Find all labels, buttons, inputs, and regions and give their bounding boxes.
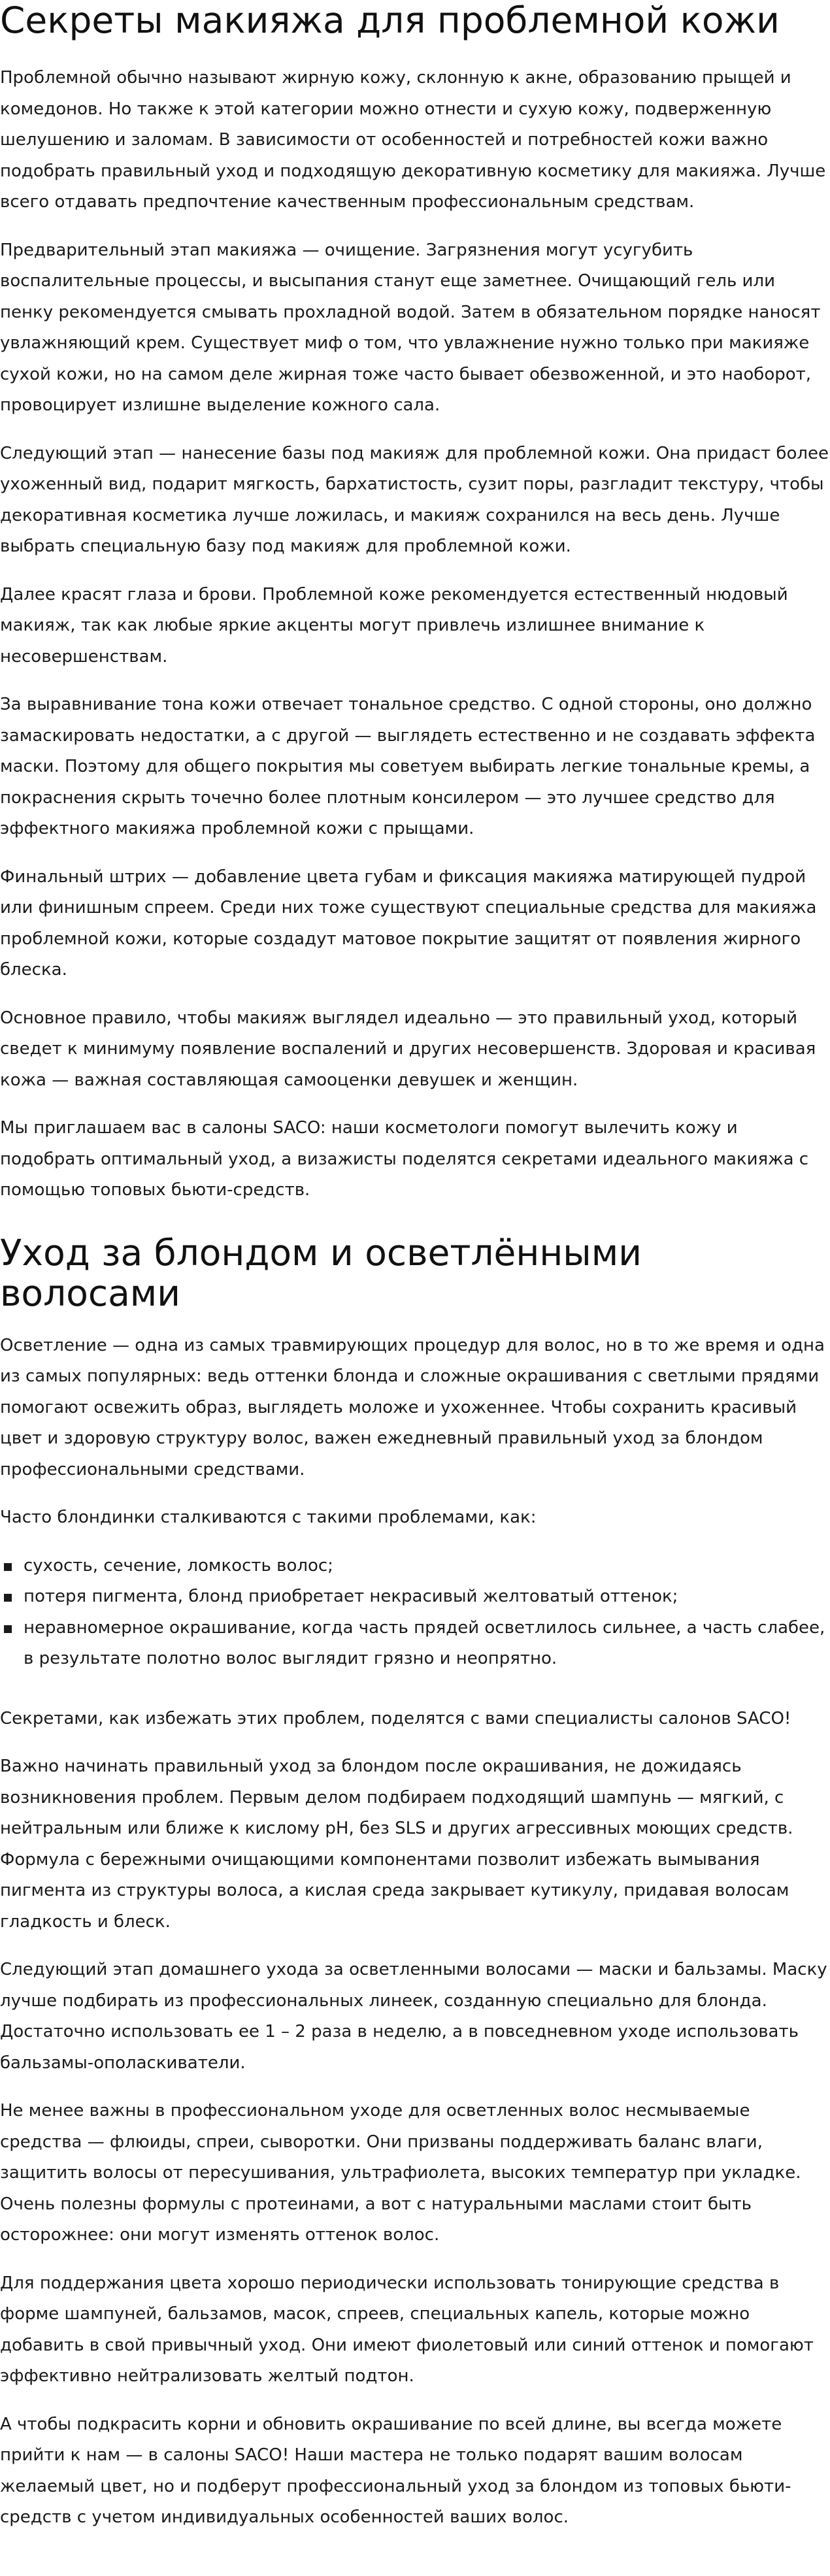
article-paragraph: Для поддержания цвета хорошо периодически использовать тонирующие средства в форме шампуней, бальзамов, масок, спреев, специальных капель, которые можно добавить в свой привычный уход. Они имеют фиолетовый или синий оттенок и помогают эффективно нейтрализовать желтый подтон. (0, 2273, 814, 2386)
list-item-text: неравномерное окрашивание, когда часть прядей осветлилось сильнее, а часть слабее, в результате полотно волос выглядит грязно и неопрятно. (24, 1617, 825, 1668)
article-paragraph: Проблемной обычно называют жирную кожу, склонную к акне, образованию прыщей и комедонов. Но также к этой категории можно отнести и сухую кожу, подверженную шелушению и заломам. В зависимости от особенностей и потребностей кожи важно подобрать правильный уход и подходящую декоративную косметику для макияжа. Лучше всего отдавать предпочтение качественным профессиональным средствам. (0, 68, 826, 212)
article-paragraph: Не менее важны в профессиональном уходе для осветленных волос несмываемые средства — флюиды, спреи, сыворотки. Они призваны поддерживать баланс влаги, защитить волосы от пересушивания, ультрафиолета, высоких температур при укладке. Очень полезны формулы с протеинами, а вот с натуральными маслами стоит быть осторожнее: они могут изменять оттенок волос. (0, 2101, 801, 2245)
square-bullet-icon (4, 1625, 12, 1633)
list-item-text: потеря пигмента, блонд приобретает некрасивый желтоватый оттенок; (24, 1587, 678, 1606)
article-title: Секреты макияжа для проблемной кожи (0, 0, 780, 41)
article-paragraph: Мы приглашаем вас в салоны SACO: наши косметологи помогут вылечить кожу и подобрать оптимальный уход, а визажисты поделятся секретами идеального макияжа с помощью топовых бьюти-средств. (0, 1118, 809, 1200)
list-item (0, 1581, 830, 1613)
article-blonde-hair-care (0, 1232, 830, 2534)
list-item-text: сухость, сечение, ломкость волос; (24, 1555, 333, 1576)
article-problem-skin-makeup (0, 0, 830, 1206)
article-paragraph: За выравнивание тона кожи отвечает тональное средство. С одной стороны, оно должно замаскировать недостатки, а с другой — выглядеть естественно и не создавать эффекта маски. Поэтому для общего покрытия мы советуем выбирать легкие тональные кремы, а покраснения скрыть точечно более плотным консилером — это лучшее средство для эффектного макияжа проблемной кожи с прыщами. (0, 695, 816, 838)
article-title: Уход за блондом и осветлёнными волосами (0, 1231, 642, 1314)
square-bullet-icon (4, 1563, 12, 1571)
article-paragraph: Следующий этап домашнего ухода за осветленными волосами — маски и бальзамы. Маску лучше подбирать из профессиональных линеек, созданную специально для блонда. Достаточно использовать ее 1 – 2 раза в неделю, а в повседневном уходе использовать бальзамы-ополаскиватели. (0, 1960, 827, 2073)
article-paragraph: Финальный штрих — добавление цвета губам и фиксация макияжа матирующей пудрой или финишным спреем. Среди них тоже существуют специальные средства для макияжа проблемной кожи, которые создадут матовое покрытие защитят от появления жирного блеска. (0, 867, 817, 980)
article-paragraph: А чтобы подкрасить корни и обновить окрашивание по всей длине, вы всегда можете прийти к нам — в салоны SACO! Наши мастера не только подарят вашим волосам желаемый цвет, но и подберут профессиональный уход за блондом из топовых бьюти-средств с учетом индивидуальных особенностей ваших волос. (0, 2414, 791, 2527)
list-item (0, 1613, 830, 1675)
article-paragraph: Важно начинать правильный уход за блондом после окрашивания, не дожидаясь возникновения проблем. Первым делом подбираем подходящий шампунь — мягкий, с нейтральным или ближе к кислому pH, без SLS и других агрессивных моющих средств. Формула с бережными очищающими компонентами позволит избежать вымывания пигмента из структуры волоса, а кислая среда закрывает кутикулу, придавая волосам гладкость и блеск. (0, 1757, 793, 1932)
article-paragraph: Основное правило, чтобы макияж выглядел идеально — это правильный уход, который сведет к минимуму появление воспалений и других несовершенств. Здоровая и красивая кожа — важная составляющая самооценки девушек и женщин. (0, 1008, 816, 1090)
square-bullet-icon (4, 1594, 12, 1602)
article-paragraph: Предварительный этап макияжа — очищение. Загрязнения могут усугубить воспалительные процессы, и высыпания станут еще заметнее. Очищающий гель или пенку рекомендуется смывать прохладной водой. Затем в обязательном порядке наносят увлажняющий крем. Существует миф о том, что увлажнение нужно только при макияже сухой кожи, но на самом деле жирная тоже часто бывает обезвоженной, и это наоборот, провоцирует излишне выделение кожного сала. (0, 240, 821, 415)
problems-list (0, 1551, 830, 1675)
article-paragraph: Далее красят глаза и брови. Проблемной коже рекомендуется естественный нюдовый макияж, так как любые яркие акценты могут привлечь излишнее внимание к несовершенствам. (0, 584, 788, 667)
article-paragraph: Часто блондинки сталкиваются с такими проблемами, как: (0, 1508, 537, 1527)
article-paragraph: Следующий этап — нанесение базы под макияж для проблемной кожи. Она придаст более ухоженный вид, подарит мягкость, бархатистость, сузит поры, разгладит текстуру, чтобы декоративная косметика лучше ложилась, и макияж сохранился на весь день. Лучше выбрать специальную базу под макияж для проблемной кожи. (0, 443, 829, 556)
article-paragraph: Осветление — одна из самых травмирующих процедур для волос, но в то же время и одна из самых популярных: ведь оттенки блонда и сложные окрашивания с светлыми прядями помогают освежить образ, выглядеть моложе и ухоженнее. Чтобы сохранить красивый цвет и здоровую структуру волос, важен ежедневный правильный уход за блондом профессиональными средствами. (0, 1335, 825, 1479)
list-item (0, 1551, 830, 1582)
article-paragraph: Секретами, как избежать этих проблем, поделятся с вами специалисты салонов SACO! (0, 1708, 791, 1728)
